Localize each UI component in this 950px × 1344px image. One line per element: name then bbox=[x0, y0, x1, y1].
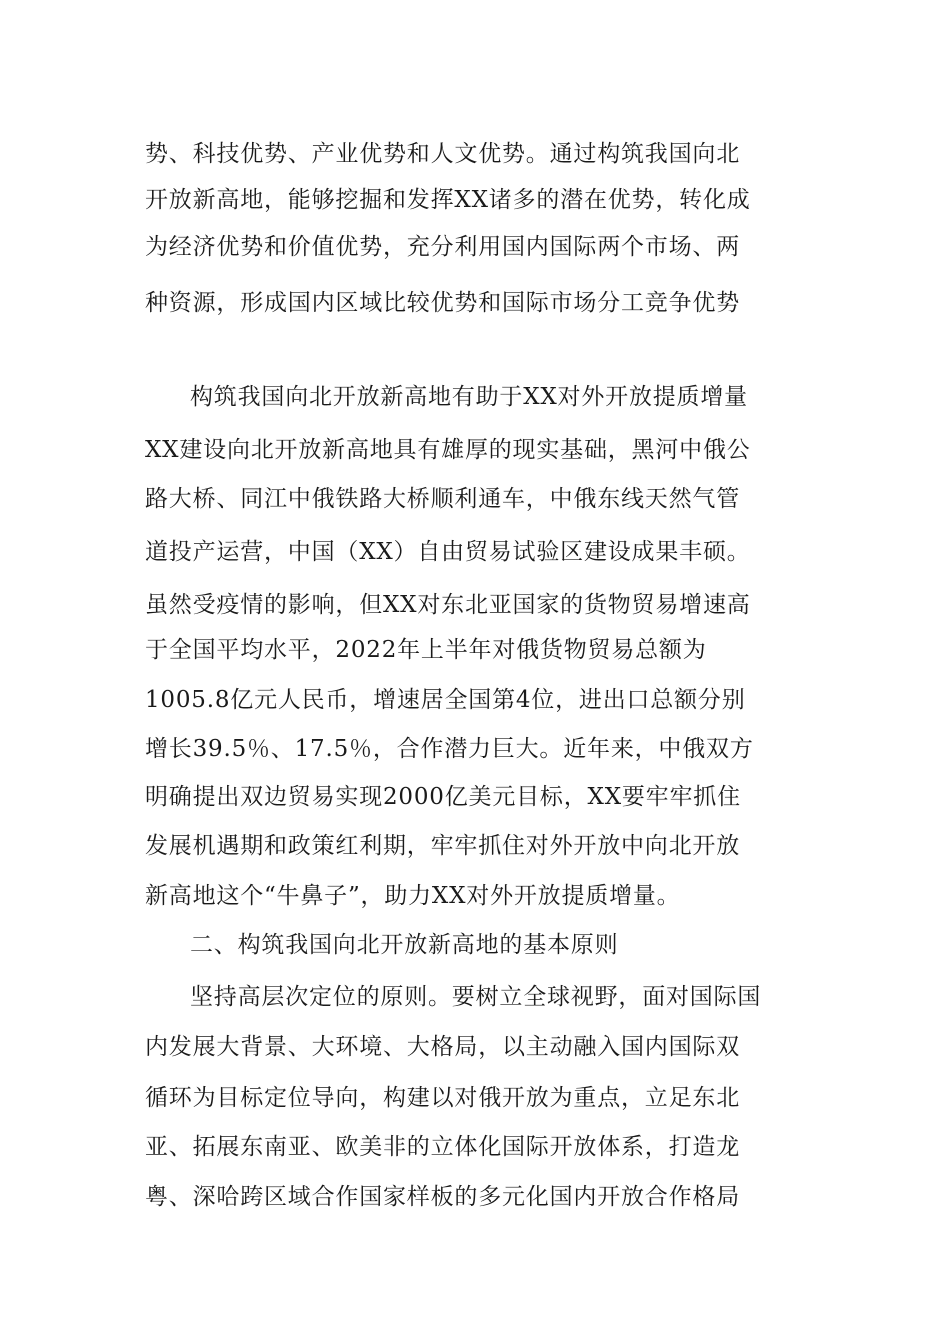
text-line: 道投产运营，中国（XX）自由贸易试验区建设成果丰硕。 bbox=[145, 539, 751, 565]
text-line: 发展机遇期和政策红利期，牢牢抓住对外开放中向北开放 bbox=[145, 833, 740, 859]
text-line: 循环为目标定位导向，构建以对俄开放为重点，立足东北 bbox=[145, 1085, 740, 1111]
text-line: XX建设向北开放新高地具有雄厚的现实基础，黑河中俄公 bbox=[145, 437, 751, 463]
text-line: 1005.8亿元人民币，增速居全国第4位，进出口总额分别 bbox=[145, 687, 746, 713]
text-line: 明确提出双边贸易实现2000亿美元目标，XX要牢牢抓住 bbox=[145, 784, 741, 810]
text-line: 种资源，形成国内区域比较优势和国际市场分工竞争优势 bbox=[145, 290, 740, 316]
text-line: 开放新高地，能够挖掘和发挥XX诸多的潜在优势，转化成 bbox=[145, 187, 751, 213]
section-heading: 构筑我国向北开放新高地有助于XX对外开放提质增量 bbox=[190, 384, 748, 410]
text-line: 新高地这个“牛鼻子”，助力XX对外开放提质增量。 bbox=[145, 883, 681, 909]
text-line: 于全国平均水平，2022年上半年对俄货物贸易总额为 bbox=[145, 637, 707, 663]
text-line: 坚持高层次定位的原则。要树立全球视野，面对国际国 bbox=[190, 984, 762, 1010]
text-line: 虽然受疫情的影响，但XX对东北亚国家的货物贸易增速高 bbox=[145, 592, 751, 618]
text-line: 粤、深哈跨区域合作国家样板的多元化国内开放合作格局 bbox=[145, 1184, 740, 1210]
text-line: 内发展大背景、大环境、大格局，以主动融入国内国际双 bbox=[145, 1034, 740, 1060]
text-line: 为经济优势和价值优势，充分利用国内国际两个市场、两 bbox=[145, 234, 740, 260]
text-line: 路大桥、同江中俄铁路大桥顺利通车，中俄东线天然气管 bbox=[145, 486, 740, 512]
text-line: 亚、拓展东南亚、欧美非的立体化国际开放体系，打造龙 bbox=[145, 1134, 740, 1160]
text-line: 增长39.5％、17.5％，合作潜力巨大。近年来，中俄双方 bbox=[145, 736, 754, 762]
section-heading: 二、构筑我国向北开放新高地的基本原则 bbox=[190, 932, 619, 958]
text-line: 势、科技优势、产业优势和人文优势。通过构筑我国向北 bbox=[145, 141, 740, 167]
